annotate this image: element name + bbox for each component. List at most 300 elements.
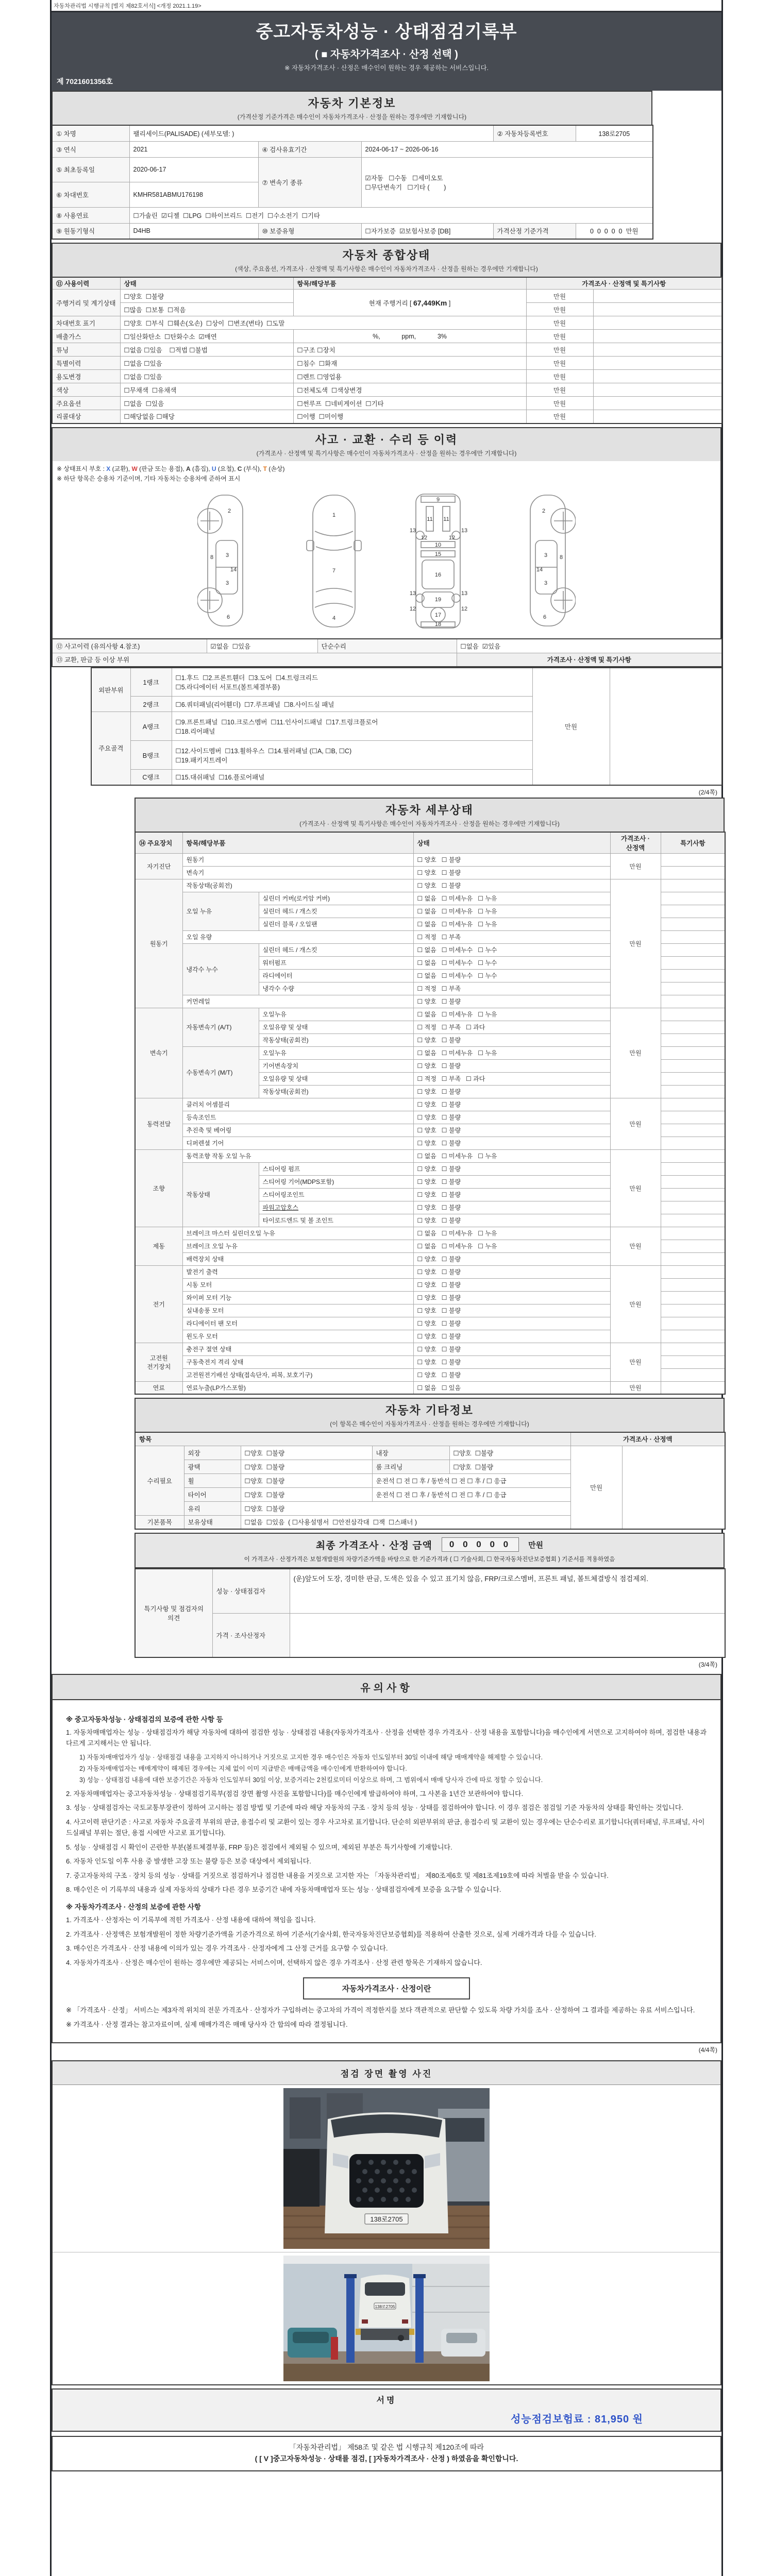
accident-legend-box (52, 461, 721, 486)
svg-text:10: 10 (434, 541, 442, 548)
item-label: 파워고압호스 (259, 1201, 413, 1214)
item-label: 냉각수 수량 (259, 982, 413, 995)
section-detail-title: 자동차 세부상태 (385, 803, 474, 817)
row-label: 주요옵션 (52, 397, 120, 410)
checkbox-state: ☐ 적정 ☐ 부족 ☐ 과다 (413, 1021, 610, 1033)
notice-section (52, 1674, 721, 2043)
mark-t: T (263, 465, 267, 472)
checkbox-state: ☐이행 ☐미이행 (293, 410, 526, 423)
note-cell (661, 892, 725, 905)
note-cell (661, 982, 725, 995)
photos-title: 점검 장면 촬영 사진 (53, 2061, 720, 2085)
note-cell (661, 1175, 725, 1188)
svg-text:18: 18 (434, 621, 442, 628)
svg-text:6: 6 (543, 614, 547, 620)
note-cell (622, 1446, 725, 1529)
title-band (52, 12, 721, 91)
item-label: 윈도우 모터 (182, 1330, 413, 1343)
svg-text:12: 12 (448, 534, 456, 541)
checkbox-state: ☐ 양호 ☐ 불량 (413, 1368, 610, 1381)
note-cell (661, 1201, 725, 1214)
accident-checkboxes: ☑없음 ☐있음 (207, 639, 317, 653)
notice-line: 1) 자동차매매업자가 성능 · 상태점검 내용을 고지하지 아니하거나 거짓으로 고지한 경우 매수인은 자동차 인도일부터 30일 이내에 해당 매매계약을 해제할 수 있습니다. (79, 1753, 543, 1761)
item-label: 충전구 절연 상태 (182, 1343, 413, 1355)
checkbox-state: ☐ 양호 ☐ 불량 (413, 866, 610, 879)
signature-title: 서명 (376, 2396, 397, 2405)
item-label: 오일유량 및 상태 (259, 1021, 413, 1033)
note-cell (661, 1021, 725, 1033)
note-cell (661, 995, 725, 1008)
legend-note: ※ 하단 항목은 승용차 기준이며, 기타 자동차는 승용차에 준하여 표시 (57, 474, 241, 482)
checkbox-state: ☐양호 ☐불량 (241, 1487, 372, 1501)
checkbox-state: ☐ 적정 ☐ 부족 (413, 982, 610, 995)
note-cell (593, 303, 722, 316)
checkbox-state: ☐ 양호 ☐ 불량 (413, 1291, 610, 1304)
price-cell: 만원 (610, 1008, 661, 1098)
item-label: 타이어 (184, 1487, 241, 1501)
item-label: 와이퍼 모터 기능 (182, 1291, 413, 1304)
page-marker-4: (4/4쪽) (698, 2046, 717, 2054)
group-label: 전기 (135, 1265, 182, 1343)
checkbox-state: ☐ 양호 ☐ 불량 (413, 1278, 610, 1291)
item-label: 내장 (372, 1446, 449, 1460)
item-label: 실린더 블록 / 오일팬 (259, 918, 413, 930)
note-cell (661, 1149, 725, 1162)
cell-label: ① 차명 (52, 125, 129, 141)
group-label: 원동기 (135, 879, 182, 1008)
item-label: 라디에이터 (259, 969, 413, 982)
col-header: ⑭ 주요장치 (135, 832, 182, 854)
cell-label: ② 자동차등록번호 (493, 125, 576, 141)
col-header: 상태 (413, 832, 610, 854)
notice-line: 3) 성능 · 상태점검 내용에 대한 보증기간은 자동차 인도일부터 30일 이상, 보증거리는 2천킬로미터 이상으로 하며, 그 범위에서 매매 당사자 간에 따로 정할 수 있습니다. (79, 1776, 543, 1784)
section-detail-header (135, 798, 725, 832)
notice-line: 8. 매수인은 이 기록부의 내용과 실제 자동차의 상태가 다른 경우 보증기간 내에 자동차매매업자 또는 성능 · 상태점검자에게 보증을 요구할 수 있습니다. (66, 1885, 501, 1893)
mark-u: U (211, 465, 216, 472)
checkbox-state: ☐많음 ☐보통 ☐적음 (120, 303, 293, 316)
cell-label: ④ 검사유효기간 (258, 141, 361, 157)
item-label: 동력조향 작동 오일 누유 (182, 1149, 413, 1162)
col-header: 가격조사 · 산정액 (570, 1432, 725, 1446)
checkbox-state: ☐ 양호 ☐ 불량 (413, 1355, 610, 1368)
svg-text:2: 2 (227, 507, 231, 514)
notice-line: 2) 자동차매매업자는 매매계약이 해제된 경우에는 지체 없이 이미 지급받은 매매금액을 매수인에게 반환하여야 합니다. (79, 1765, 407, 1772)
checkbox-state: ☐ 양호 ☐ 불량 (413, 1304, 610, 1317)
col-header: 가격조사 · 산정액 및 특기사항 (526, 277, 722, 290)
note-cell (661, 1137, 725, 1149)
note-cell (661, 956, 725, 969)
section-comp-header (52, 243, 721, 277)
item-label: 실내송풍 모터 (182, 1304, 413, 1317)
note-cell (661, 1265, 725, 1278)
note-cell (661, 1072, 725, 1085)
price-cell: 만원 (526, 370, 593, 383)
svg-text:3: 3 (225, 580, 229, 586)
page-marker-2: (2/4쪽) (698, 788, 717, 796)
section-etc-header (135, 1398, 725, 1432)
row-label: ⑬ 교환, 판금 등 이상 부위 (52, 653, 457, 667)
checkbox-state: ☐양호 ☐불량 (241, 1446, 372, 1460)
subgroup-label: 작동상태 (182, 1162, 259, 1227)
cell-value: 2024-06-17 ~ 2026-06-16 (361, 141, 653, 157)
group-label: 변속기 (135, 1008, 182, 1098)
car-bottom-diagram (404, 491, 473, 631)
item-label: 시동 모터 (182, 1278, 413, 1291)
note-cell (661, 1240, 725, 1252)
page-marker-3: (3/4쪽) (698, 1661, 717, 1668)
checkbox-state: ☐ 양호 ☐ 불량 (413, 1330, 610, 1343)
svg-text:11: 11 (427, 516, 433, 522)
price-cell: 만원 (610, 1265, 661, 1343)
checkbox-state: ☐양호 ☐불량 (120, 290, 293, 303)
rank-label: B랭크 (130, 741, 172, 770)
group-label: 조향 (135, 1149, 182, 1227)
svg-text:19: 19 (434, 596, 442, 603)
panel-checkboxes: ☐9.프론트패널 ☐10.크로스멤버 ☐11.인사이드패널 ☐17.트렁크플로어 ☐18.리어패널 (172, 712, 532, 741)
row-label: 가격 · 조사산정자 (212, 1613, 290, 1657)
final-price-label: 최종 가격조사 · 산정 금액 (315, 1540, 432, 1551)
row-label: 튜닝 (52, 343, 120, 357)
base-price-value: 0 0 0 0 0 만원 (576, 223, 653, 239)
checkbox-state: ☐전체도색 ☐색상변경 (293, 383, 526, 397)
checkbox-state: ☐ 없음 ☐ 미세누유 ☐ 누유 (413, 1008, 610, 1021)
item-label: 기어변속장치 (259, 1059, 413, 1072)
section-detail-note: (가격조사 · 산정액 및 특기사항은 매수인이 자동차가격조사 · 산정을 원하는 경우에만 기재합니다) (299, 820, 560, 827)
document-sheet (50, 0, 723, 2576)
row-label: 용도변경 (52, 370, 120, 383)
group-label: 제동 (135, 1227, 182, 1265)
current-mileage: 현재 주행거리 [ 67,449Km ] (293, 290, 526, 316)
checkbox-state: ☐ 양호 ☐ 불량 (413, 1111, 610, 1124)
checkbox-state: ☐ 적정 ☐ 부족 ☐ 과다 (413, 1072, 610, 1085)
note-cell (661, 1098, 725, 1111)
note-cell (661, 1304, 725, 1317)
car-top-diagram (300, 491, 367, 631)
note-cell (661, 1252, 725, 1265)
page-title: 중고자동차성능 · 상태점검기록부 (256, 22, 517, 42)
checkbox-state: ☐구조 ☐장치 (293, 343, 526, 357)
price-cell: 만원 (526, 397, 593, 410)
note-cell (661, 905, 725, 918)
detail-state-table (135, 832, 726, 1395)
price-cell: 만원 (610, 1227, 661, 1265)
price-cell: 만원 (526, 410, 593, 423)
note-cell (661, 879, 725, 892)
note-cell (661, 1008, 725, 1021)
car-side-left-diagram (197, 491, 264, 631)
rank-label: C랭크 (130, 770, 172, 785)
item-label: 등속조인트 (182, 1111, 413, 1124)
item-label: 스티어링 기어(MDPS포함) (259, 1175, 413, 1188)
simple-repair-checkboxes: ☐없음 ☑있음 (457, 639, 722, 653)
group-label: 고전원 전기장치 (135, 1343, 182, 1381)
item-label: 광택 (184, 1460, 241, 1473)
final-price-unit: 만원 (528, 1540, 544, 1550)
final-price-band (135, 1533, 725, 1568)
checkbox-state: ☐ 양호 ☐ 불량 (413, 1201, 610, 1214)
note-cell (661, 918, 725, 930)
svg-text:4: 4 (332, 615, 336, 621)
row-label: 리콜대상 (52, 410, 120, 423)
note-cell (661, 1059, 725, 1072)
row-label: 성능 · 상태점검자 (212, 1569, 290, 1613)
subgroup-label: 자동변속기 (A/T) (182, 1008, 259, 1046)
svg-text:14: 14 (536, 566, 543, 573)
checkbox-state: ☐ 양호 ☐ 불량 (413, 995, 610, 1008)
note-cell (661, 1278, 725, 1291)
cell-label: ⑤ 최초등록일 (52, 157, 129, 182)
section-basic-header (52, 91, 652, 125)
group-label: 연료 (135, 1381, 182, 1394)
note-cell (661, 1162, 725, 1175)
photo-row (53, 2085, 720, 2252)
cell-label: ⑥ 차대번호 (52, 182, 129, 208)
cell-label: ⑩ 보증유형 (258, 223, 361, 239)
checkbox-state: ☐ 없음 ☐ 미세누유 ☐ 누유 (413, 1046, 610, 1059)
group-label: 기본품목 (135, 1515, 184, 1529)
note-cell (593, 316, 722, 330)
checkbox-state: ☐ 양호 ☐ 불량 (413, 879, 610, 892)
item-label: 원동기 (182, 853, 413, 866)
note-cell (593, 370, 722, 383)
checkbox-state: ☐없음 ☐있음 (120, 357, 293, 370)
item-label: 발전기 출력 (182, 1265, 413, 1278)
col-header: ⑪ 사용이력 (52, 277, 120, 290)
confirmation-line: 「자동차관리법」 제58조 및 같은 법 시행규칙 제120조에 따라 (289, 2443, 484, 2451)
col-header: 가격조사 · 산정액 및 특기사항 (457, 653, 722, 667)
cell-label: ⑧ 사용연료 (52, 207, 129, 223)
svg-text:6: 6 (226, 614, 230, 620)
notice-body (53, 1700, 720, 2042)
note-cell (661, 1330, 725, 1343)
item-label: 구동축전지 격리 상태 (182, 1355, 413, 1368)
item-label: 라디에이터 팬 모터 (182, 1317, 413, 1330)
note-cell (593, 383, 722, 397)
section-comp-note: (색상, 주요옵션, 가격조사 · 산정액 및 특기사항은 매수인이 자동차가격조사 · 산정을 원하는 경우에만 기재합니다) (235, 265, 538, 273)
checkbox-state: ☐없음 ☐있음 ( ☐사용설명서 ☐안전삼각대 ☐잭 ☐스패너 ) (241, 1515, 570, 1529)
note-cell (661, 1343, 725, 1355)
note-cell (661, 1368, 725, 1381)
checkbox-state: ☐ 없음 ☐ 미세누유 ☐ 누유 (413, 892, 610, 905)
inspector-opinion-table (135, 1568, 726, 1658)
price-cell: 만원 (610, 1149, 661, 1227)
price-cell: 만원 (610, 1098, 661, 1149)
signature-band (52, 2388, 721, 2432)
panel-checkboxes: ☐15.대쉬패널 ☐16.플로어패널 (172, 770, 532, 785)
col-header: 항목 (135, 1432, 570, 1446)
checkbox-state: ☐ 없음 ☐ 있음 (413, 1381, 610, 1394)
cell-value: D4HB (129, 223, 258, 239)
checkbox-state: ☐ 양호 ☐ 불량 (413, 1214, 610, 1227)
checkbox-state: ☐ 없음 ☐ 미세누유 ☐ 누유 (413, 918, 610, 930)
col-header: 항목/해당부품 (182, 832, 413, 854)
row-label: 주행거리 및 계기상태 (52, 290, 120, 316)
checkbox-state: ☐무채색 ☐유채색 (120, 383, 293, 397)
section-accident-title: 사고 · 교환 · 수리 등 이력 (315, 433, 458, 446)
notice-title: 유의사항 (53, 1675, 720, 1700)
notice-line: 6. 자동차 인도일 이후 사용 중 발생한 고장 또는 불량 등은 보증 대상에서 제외됩니다. (66, 1857, 311, 1866)
checkbox-state: ☐ 없음 ☐ 미세누수 ☐ 누수 (413, 969, 610, 982)
confirmation-line: ( [ V ]중고자동차성능 · 상태를 점검, [ ]자동차가격조사 · 산정 ) 하였음을 확인합니다. (255, 2454, 518, 2463)
panel-checkboxes: ☐6.쿼터패널(리어휀더) ☐7.루프패널 ☐8.사이드실 패널 (172, 697, 532, 712)
item-label: 휠 (184, 1473, 241, 1487)
price-cell: 만원 (526, 330, 593, 343)
note-cell (661, 1227, 725, 1240)
notice-line: 3. 매수인은 가격조사 · 산정 내용에 이의가 있는 경우 가격조사 · 산정자에게 그 산정 근거를 요구할 수 있습니다. (66, 1944, 388, 1953)
svg-text:3: 3 (225, 552, 229, 558)
car-side-right-diagram (509, 491, 576, 631)
fuel-type-checkboxes: ☐가솔린 ☑디젤 ☐LPG ☐하이브리드 ☐전기 ☐수소전기 ☐기타 (129, 207, 653, 223)
note-cell (661, 1033, 725, 1046)
svg-text:11: 11 (443, 516, 449, 522)
svg-text:14: 14 (230, 566, 237, 573)
svg-text:13: 13 (409, 590, 416, 597)
checkbox-state: ☐ 없음 ☐ 미세누유 ☐ 누유 (413, 1227, 610, 1240)
checkbox-state: ☐양호 ☐부식 ☐훼손(오손) ☐상이 ☐변조(변타) ☐도말 (120, 316, 526, 330)
note-cell (661, 969, 725, 982)
item-label: 배력장치 상태 (182, 1252, 413, 1265)
note-cell (661, 1188, 725, 1201)
etc-info-table (135, 1432, 726, 1530)
item-label: 디퍼렌셜 기어 (182, 1137, 413, 1149)
price-cell: 만원 (526, 316, 593, 330)
cell-label: ⑨ 원동기형식 (52, 223, 129, 239)
basic-info-table (52, 125, 653, 240)
rank-label: A랭크 (130, 712, 172, 741)
row-label: 차대번호 표기 (52, 316, 120, 330)
svg-text:17: 17 (434, 612, 442, 618)
col-header: 특기사항 (661, 832, 725, 854)
col-header: 가격조사 · 산정액 (610, 832, 661, 854)
section-comp-title: 자동차 종합상태 (342, 249, 431, 262)
svg-text:3: 3 (544, 552, 548, 558)
notice-line: ※ 자동차가격조사 · 산정의 보증에 관한 사항 (66, 1903, 201, 1911)
final-price-note: 이 가격조사 · 산정가격은 보험개발원의 차량기준가액을 바탕으로 한 기준가격과 ( ☐ 기술사회, ☐ 한국자동차진단보증협회 ) 기준서를 적용하였음 (244, 1556, 615, 1563)
note-cell (661, 1085, 725, 1098)
checkbox-state: ☐ 양호 ☐ 불량 (413, 1124, 610, 1137)
note-cell (661, 853, 725, 866)
item-label: 오일 유량 (182, 930, 413, 943)
price-cell: 만원 (526, 357, 593, 370)
comprehensive-state-table (52, 277, 722, 424)
row-label: 단순수리 (317, 639, 457, 653)
confirmation-box (52, 2436, 721, 2471)
accident-history-table (52, 638, 722, 667)
checkbox-state: ☐ 양호 ☐ 불량 (413, 1098, 610, 1111)
note-cell (593, 410, 722, 423)
notice-line: 3. 성능 · 상태점검자는 국토교통부장관이 정하여 고시하는 점검 방법 및 기준에 따라 해당 자동차의 구조 · 장치 등의 성능 · 상태를 점검하여야 합니다. 이 경우 점검은 점검일 기준 자동차의 상태를 확인하는 것입니다. (66, 1804, 683, 1812)
note-cell (661, 1355, 725, 1368)
price-cell: 만원 (526, 290, 593, 303)
notice-tail: ※ 「가격조사 · 산정」 서비스는 제3자적 위치의 전문 가격조사 · 산정자가 구입하려는 중고차의 가격이 적정한지를 보다 객관적으로 판단할 수 있도록 차량 가치를 조사 · 산정하여 그 결과를 제공하는 유료 서비스입니다. (66, 2006, 695, 2014)
checkbox-state: ☐없음 ☐있음 (120, 370, 293, 383)
group-label: 수리필요 (135, 1446, 184, 1515)
checkbox-state: ☐양호 ☐불량 (241, 1473, 372, 1487)
note-cell (661, 1111, 725, 1124)
section-basic-title: 자동차 기본정보 (308, 97, 396, 110)
checkbox-state: ☐ 양호 ☐ 불량 (413, 1175, 610, 1188)
notice-tail: ※ 가격조사 · 산정 결과는 참고자료이며, 실제 매매가격은 매매 당사자 간 합의에 따라 결정됩니다. (66, 2020, 348, 2028)
checkbox-state: ☐없음 ☐있음 (120, 397, 293, 410)
col-header: 항목/해당부품 (293, 277, 526, 290)
note-cell (661, 1214, 725, 1227)
checkbox-state: ☐ 양호 ☐ 불량 (413, 1343, 610, 1355)
notice-line: 5. 성능 · 상태점검 시 확인이 곤란한 부분(볼트체결부품, FRP 등)은 점검에서 제외될 수 있으며, 제외된 부분은 특기사항에 기재합니다. (66, 1843, 452, 1851)
inspection-photo-front (283, 2088, 490, 2249)
section-accident-note: (가격조사 · 산정액 및 특기사항은 매수인이 자동차가격조사 · 산정을 원하는 경우에만 기재합니다) (256, 449, 517, 457)
cell-label: 가격산정 기준가격 (493, 223, 576, 239)
checkbox-state: ☐ 없음 ☐ 미세누수 ☐ 누수 (413, 956, 610, 969)
row-label: 배출가스 (52, 330, 120, 343)
notice-line: 4. 자동차가격조사 · 산정은 매수인이 원하는 경우에만 제공되는 서비스이며, 선택하지 않은 경우 가격조사 · 산정 관련 항목은 기재하지 않습니다. (66, 1958, 482, 1967)
notice-line: 1. 가격조사 · 산정자는 이 기록부에 적힌 가격조사 · 산정 내용에 대하여 책임을 집니다. (66, 1916, 316, 1924)
svg-text:1: 1 (332, 512, 336, 518)
checkbox-state: ☐ 양호 ☐ 불량 (413, 1033, 610, 1046)
cell-value: KMHR581ABMU176198 (129, 182, 258, 208)
panel-rank-table (91, 667, 722, 786)
rank-label: 1랭크 (130, 668, 172, 697)
note-cell (661, 1291, 725, 1304)
svg-text:2: 2 (542, 507, 546, 514)
svg-text:16: 16 (434, 571, 442, 578)
svg-text:12: 12 (421, 534, 428, 541)
svg-text:12: 12 (409, 605, 416, 612)
car-damage-diagram (52, 486, 721, 638)
note-cell (661, 930, 725, 943)
row-label: 색상 (52, 383, 120, 397)
col-header: 상태 (120, 277, 293, 290)
price-cell: 만원 (532, 668, 610, 785)
checkbox-state: ☐일산화탄소 ☐탄화수소 ☑매연 (120, 330, 293, 343)
checkbox-state: ☐ 없음 ☐ 미세누유 ☐ 누유 (413, 905, 610, 918)
cell-label: ③ 연식 (52, 141, 129, 157)
panel-checkboxes: ☐12.사이드멤버 ☐13.휠하우스 ☐14.필러패널 (☐A, ☐B, ☐C) ☐19.패키지트레이 (172, 741, 532, 770)
cell-value: 138로2705 (576, 125, 653, 141)
page-subtitle: ( ■ 자동차가격조사 · 산정 선택 ) (315, 49, 458, 60)
checkbox-state: 운전석 ☐ 전 ☐ 후 / 동반석 ☐ 전 ☐ 후 / ☐ 응급 (372, 1473, 570, 1487)
svg-text:8: 8 (210, 554, 214, 561)
svg-text:12: 12 (461, 605, 468, 612)
notice-line: 1. 자동차매매업자는 성능 · 상태점검자가 해당 자동차에 대하여 점검한 성능 · 상태점검 내용(자동차가격조사 · 산정을 선택한 경우 가격조사 · 산정 내용을 포함합니다)을 매수인에게 서면으로 고지하여야 하며, 점검한 내용과 다르게 고지해서는 안 됩니다. (66, 1728, 707, 1748)
item-label: 유리 (184, 1501, 241, 1515)
item-label: 보유상태 (184, 1515, 241, 1529)
item-label: 외장 (184, 1446, 241, 1460)
section-etc-title: 자동차 기타정보 (385, 1404, 474, 1417)
svg-text:13: 13 (461, 527, 468, 534)
inspection-photos-section (52, 2060, 721, 2385)
cell-value: 팰리세이드(PALISADE) (세부모델: ) (129, 125, 493, 141)
checkbox-state: ☐양호 ☐불량 (241, 1501, 570, 1515)
checkbox-state: ☐썬루프 ☐네비게이션 ☐기타 (293, 397, 526, 410)
checkbox-state: ☐양호 ☐불량 (241, 1460, 372, 1473)
svg-text:8: 8 (559, 554, 563, 561)
checkbox-state: ☐ 양호 ☐ 불량 (413, 1188, 610, 1201)
checkbox-state: 운전석 ☐ 전 ☐ 후 / 동반석 ☐ 전 ☐ 후 / ☐ 응급 (372, 1487, 570, 1501)
group-label: 외판부위 (91, 668, 130, 712)
svg-text:138로2705: 138로2705 (370, 2215, 403, 2223)
note-cell (661, 1124, 725, 1137)
notice-list (66, 1714, 707, 1968)
warranty-type-checkboxes: ☐자가보증 ☑보험사보증 [DB] (361, 223, 493, 239)
rank-label: 2랭크 (130, 697, 172, 712)
item-label: 작동상태(공회전) (259, 1033, 413, 1046)
price-cell: 만원 (570, 1446, 622, 1529)
inspector-remark: (운)앞도어 도장, 경미한 판금, 도색은 있을 수 있고 표기치 않음, FRP/크로스멤버, 프론트 패널, 볼트체결방식 점검제외. (290, 1569, 725, 1613)
price-cell: 만원 (610, 879, 661, 1008)
checkbox-state: ☐렌트 ☐영업용 (293, 370, 526, 383)
cell-label: ⑦ 변속기 종류 (258, 157, 361, 207)
item-label: 연료누출(LP가스포함) (182, 1381, 413, 1394)
